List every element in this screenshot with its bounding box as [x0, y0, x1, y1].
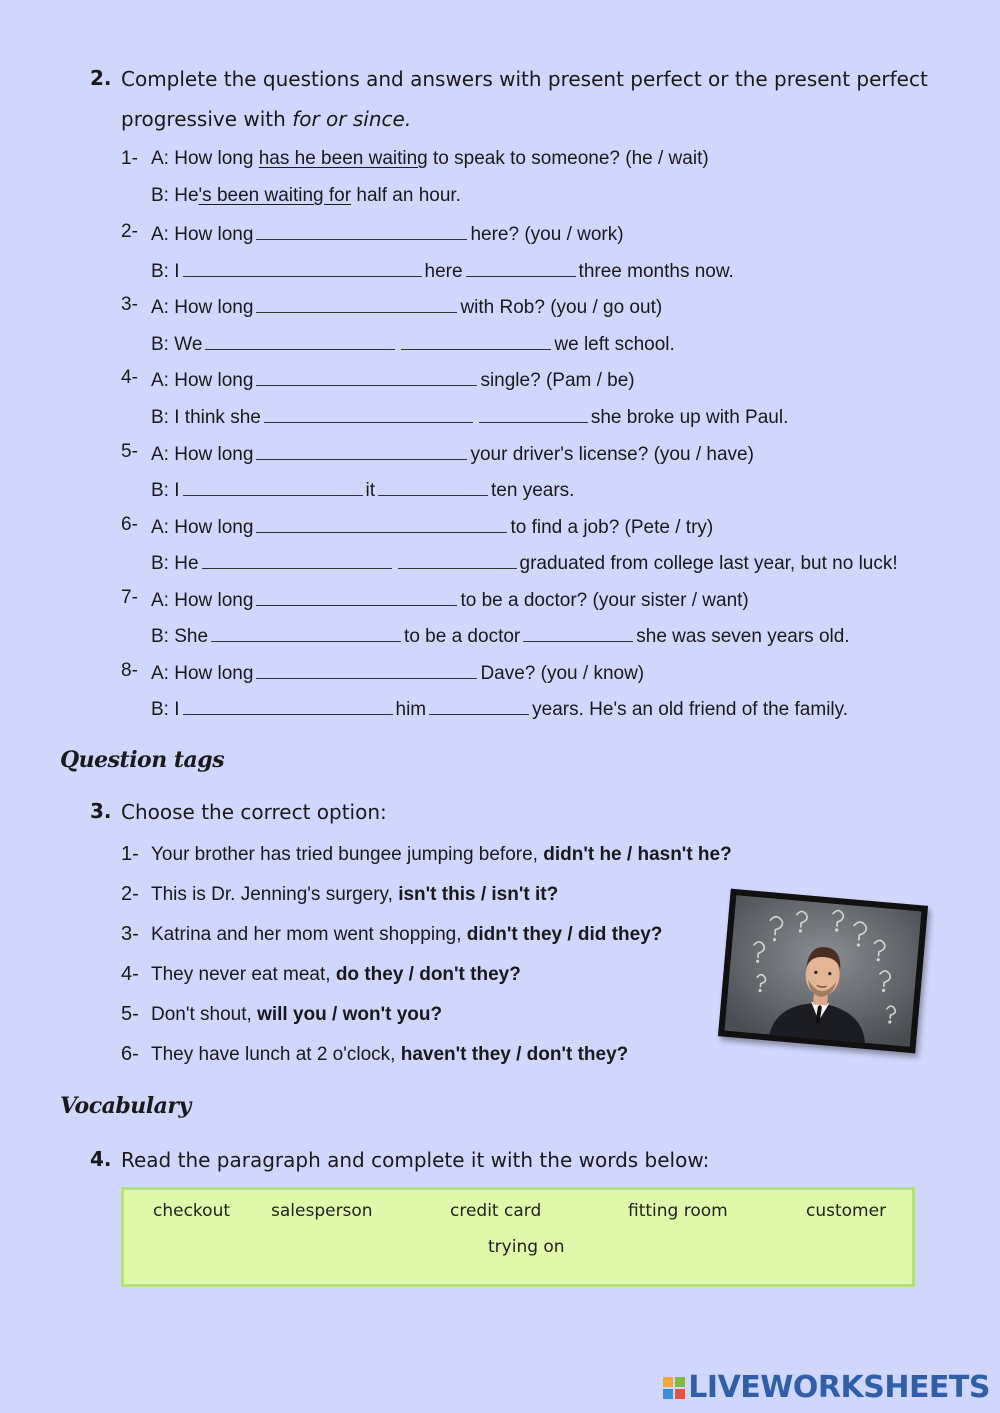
blank-input[interactable]	[398, 550, 517, 569]
answer-text: she broke up with Paul.	[590, 407, 789, 428]
ex2-item-7-question	[151, 587, 749, 612]
exercise-2-title-line1: Complete the questions and answers with present perfect or the present perfect	[121, 67, 928, 91]
confused-man-photo	[718, 889, 928, 1054]
blank-input[interactable]	[256, 294, 457, 313]
liveworksheets-logo[interactable]	[663, 1370, 990, 1405]
section-heading-vocabulary: Vocabulary	[60, 1093, 191, 1119]
blank-input[interactable]	[466, 258, 576, 277]
question-text: A: How long	[151, 517, 254, 538]
ex2-item-2-number: 2-	[121, 221, 138, 242]
question-text: to speak to someone? (he / wait)	[427, 148, 709, 169]
answer-text: B: I	[151, 699, 180, 720]
word-trying-on: trying on	[488, 1237, 565, 1257]
question-text: Dave? (you / know)	[480, 663, 645, 684]
answer-text: B: I	[151, 480, 180, 501]
sentence-text: This is Dr. Jenning's surgery,	[151, 884, 399, 905]
ex3-item-2	[151, 884, 558, 906]
word-fitting-room: fitting room	[628, 1201, 728, 1221]
blank-input[interactable]	[378, 477, 488, 496]
ex2-item-6-answer	[151, 550, 898, 575]
blank-input[interactable]	[256, 660, 477, 679]
answer-text: here	[424, 261, 463, 282]
question-text: A: How long	[151, 444, 254, 465]
ex2-item-8-number: 8-	[121, 660, 138, 681]
blank-input[interactable]	[256, 587, 457, 606]
question-text: A: How long	[151, 224, 254, 245]
example-answer: 's been waiting for	[198, 185, 352, 206]
question-text: with Rob? (you / go out)	[460, 297, 663, 318]
tag-options[interactable]: haven't they / don't they?	[400, 1044, 629, 1065]
title-prefix: progressive with	[121, 107, 293, 131]
ex2-item-2-question	[151, 221, 624, 246]
tag-options[interactable]: didn't they / did they?	[466, 924, 663, 945]
ex3-item-5-number: 5-	[121, 1003, 139, 1025]
sentence-text: Your brother has tried bungee jumping before,	[151, 844, 544, 865]
question-text: A: How long	[151, 370, 254, 391]
blank-input[interactable]	[256, 514, 507, 533]
ex3-item-1-number: 1-	[121, 843, 139, 865]
word-customer: customer	[806, 1201, 887, 1221]
exercise-4-number: 4.	[90, 1147, 112, 1171]
answer-text: B: We	[151, 334, 203, 355]
blank-input[interactable]	[256, 441, 467, 460]
ex2-item-6-number: 6-	[121, 514, 138, 535]
ex2-item-7-number: 7-	[121, 587, 138, 608]
ex2-item-8-answer	[151, 696, 848, 721]
title-italic: for or since.	[292, 107, 412, 131]
sentence-text: They have lunch at 2 o'clock,	[151, 1044, 401, 1065]
answer-text: it	[365, 480, 376, 501]
ex2-item-3-question	[151, 294, 662, 319]
ex3-item-3	[151, 924, 662, 946]
answer-text: him	[395, 699, 427, 720]
ex2-item-3-answer	[151, 331, 675, 356]
question-text: A: How long	[151, 297, 254, 318]
ex3-item-5	[151, 1004, 442, 1026]
tag-options[interactable]: didn't he / hasn't he?	[543, 844, 732, 865]
question-text: to find a job? (Pete / try)	[510, 517, 714, 538]
blank-input[interactable]	[256, 367, 477, 386]
confused-man-illustration	[724, 895, 921, 1047]
ex2-item-5-question	[151, 441, 754, 466]
exercise-3-number: 3.	[90, 799, 112, 823]
word-checkout: checkout	[153, 1201, 231, 1221]
ex3-item-2-number: 2-	[121, 883, 139, 905]
blank-input[interactable]	[429, 696, 529, 715]
exercise-2-number: 2.	[90, 66, 112, 90]
question-text: A: How long	[151, 590, 254, 611]
liveworksheets-logo-icon	[663, 1377, 685, 1399]
ex3-item-1	[151, 844, 732, 866]
answer-text: we left school.	[554, 334, 675, 355]
blank-input[interactable]	[264, 404, 473, 423]
example-answer: has he been waiting	[258, 148, 428, 169]
ex3-item-6-number: 6-	[121, 1043, 139, 1065]
answer-text: three months now.	[578, 261, 734, 282]
exercise-3-title: Choose the correct option:	[121, 800, 387, 824]
section-heading-question-tags: Question tags	[60, 747, 225, 773]
ex2-item-1-answer	[151, 185, 461, 207]
answer-text: B: I	[151, 261, 180, 282]
ex2-item-1-question	[151, 148, 709, 170]
ex2-item-4-number: 4-	[121, 367, 138, 388]
answer-text: half an hour.	[351, 185, 461, 206]
question-text: here? (you / work)	[470, 224, 624, 245]
ex2-item-8-question	[151, 660, 644, 685]
ex2-item-6-question	[151, 514, 713, 539]
question-text: A: How long	[151, 148, 259, 169]
blank-input[interactable]	[401, 331, 551, 350]
word-credit-card: credit card	[450, 1201, 542, 1221]
exercise-4-title: Read the paragraph and complete it with the words below:	[121, 1148, 710, 1172]
ex2-item-3-number: 3-	[121, 294, 138, 315]
ex2-item-4-question	[151, 367, 635, 392]
logo-text: LIVEWORKSHEETS	[688, 1370, 990, 1405]
sentence-text: Katrina and her mom went shopping,	[151, 924, 467, 945]
tag-options[interactable]: do they / don't they?	[335, 964, 521, 985]
ex3-item-3-number: 3-	[121, 923, 139, 945]
answer-text: years. He's an old friend of the family.	[532, 699, 849, 720]
word-salesperson: salesperson	[271, 1201, 373, 1221]
question-text: to be a doctor? (your sister / want)	[460, 590, 749, 611]
question-text: your driver's license? (you / have)	[470, 444, 754, 465]
word-bank-box	[121, 1187, 915, 1287]
blank-input[interactable]	[202, 550, 392, 569]
blank-input[interactable]	[183, 696, 393, 715]
ex3-item-6	[151, 1044, 628, 1066]
tag-options[interactable]: will you / won't you?	[257, 1004, 443, 1025]
answer-text: B: He	[151, 185, 199, 206]
ex2-item-2-answer	[151, 258, 734, 283]
ex2-item-5-number: 5-	[121, 441, 138, 462]
answer-text: to be a doctor	[404, 626, 521, 647]
sentence-text: They never eat meat,	[151, 964, 336, 985]
ex2-item-5-answer	[151, 477, 574, 502]
blank-input[interactable]	[183, 258, 422, 277]
question-text: single? (Pam / be)	[480, 370, 635, 391]
ex2-item-1-number: 1-	[121, 148, 138, 169]
answer-text: B: He	[151, 553, 199, 574]
answer-text: ten years.	[491, 480, 575, 501]
blank-input[interactable]	[205, 331, 395, 350]
ex2-item-7-answer	[151, 623, 850, 648]
blank-input[interactable]	[183, 477, 363, 496]
sentence-text: Don't shout,	[151, 1004, 258, 1025]
ex3-item-4-number: 4-	[121, 963, 139, 985]
ex3-item-4	[151, 964, 521, 986]
blank-input[interactable]	[523, 623, 633, 642]
tag-options[interactable]: isn't this / isn't it?	[398, 884, 559, 905]
blank-input[interactable]	[211, 623, 401, 642]
blank-input[interactable]	[256, 221, 467, 240]
answer-text: B: She	[151, 626, 209, 647]
exercise-2-title-line2	[121, 107, 411, 131]
question-text: A: How long	[151, 663, 254, 684]
ex2-item-4-answer	[151, 404, 788, 429]
answer-text: B: I think she	[151, 407, 261, 428]
answer-text: graduated from college last year, but no luck!	[519, 553, 898, 574]
blank-input[interactable]	[479, 404, 588, 423]
answer-text: she was seven years old.	[636, 626, 850, 647]
